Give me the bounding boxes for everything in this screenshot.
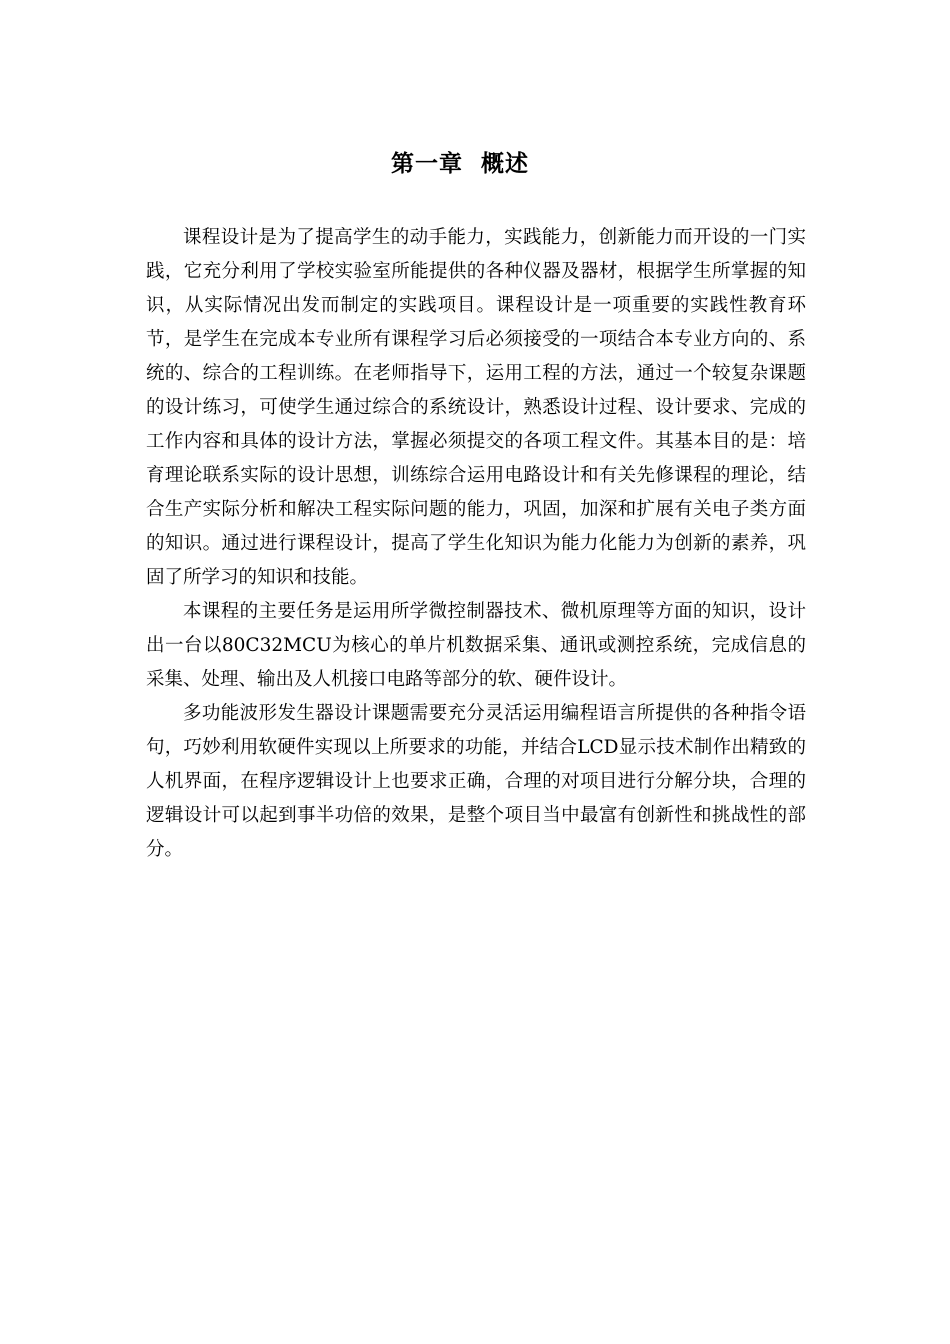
body-text [146,221,806,867]
paragraph-main-task: 本课程的主要任务是运用所学微控制器技术、微机原理等方面的知识，设计出一台以80C32MCU为核心的单片机数据采集、通讯或测控系统，完成信息的采集、处理、输出及人机接口电路等部分的软、硬件设计。 [146,601,806,690]
paragraph-course-design: 课程设计是为了提高学生的动手能力，实践能力，创新能力而开设的一门实践，它充分利用了学校实验室所能提供的各种仪器及器材，根据学生所掌握的知识，从实际情况出发而制定的实践项目。课程设计是一项重要的实践性教育环节，是学生在完成本专业所有课程学习后必须接受的一项结合本专业方向的、系统的、综合的工程训练。在老师指导下，运用工程的方法，通过一个较复杂课题的设计练习，可使学生通过综合的系统设计，熟悉设计过程、设计要求、完成的工作内容和具体的设计方法，掌握必须提交的各项工程文件。其基本目的是：培育理论联系实际的设计思想，训练综合运用电路设计和有关先修课程的理论，结合生产实际分析和解决工程实际问题的能力，巩固，加深和扩展有关电子类方面的知识。通过进行课程设计，提高了学生化知识为能力化能力为创新的素养，巩固了所学习的知识和技能。 [146,227,806,588]
paragraph-waveform-generator: 多功能波形发生器设计课题需要充分灵活运用编程语言所提供的各种指令语句，巧妙利用软硬件实现以上所要求的功能，并结合LCD显示技术制作出精致的人机界面，在程序逻辑设计上也要求正确，合理的对项目进行分解分块，合理的逻辑设计可以起到事半功倍的效果，是整个项目当中最富有创新性和挑战性的部分。 [146,703,806,860]
chapter-title: 第一章 概述 [390,151,529,178]
